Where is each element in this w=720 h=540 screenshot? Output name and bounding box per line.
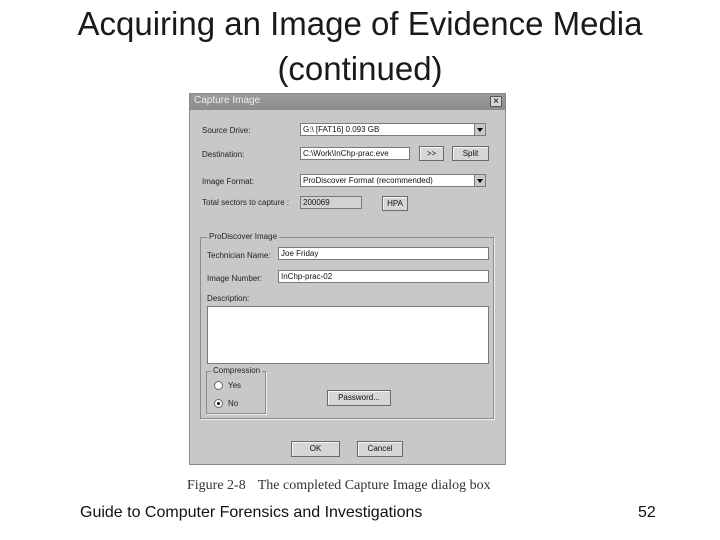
chevron-down-icon[interactable] [474, 124, 485, 135]
total-sectors-label: Total sectors to capture : [202, 198, 290, 207]
figure-number: Figure 2-8 [187, 478, 246, 493]
chevron-down-icon[interactable] [474, 175, 485, 186]
image-number-input[interactable]: InChp-prac-02 [278, 270, 489, 283]
capture-image-dialog [189, 93, 506, 465]
compression-label: Compression [213, 366, 261, 375]
dialog-titlebar [190, 94, 505, 110]
compression-group [206, 366, 266, 414]
browse-button[interactable]: >> [419, 146, 444, 161]
figure-caption-text: The completed Capture Image dialog box [257, 478, 491, 493]
destination-input[interactable]: C:\Work\InChp-prac.eve [300, 147, 410, 160]
technician-label: Technician Name: [207, 251, 271, 260]
technician-input[interactable]: Joe Friday [278, 247, 489, 260]
split-button[interactable]: Split [452, 146, 489, 161]
page-number: 52 [638, 504, 656, 521]
description-label: Description: [207, 294, 250, 303]
password-button[interactable]: Password... [327, 390, 391, 406]
close-icon[interactable]: × [490, 96, 502, 107]
total-sectors-field: 200069 [300, 196, 362, 209]
compression-no-radio[interactable] [214, 399, 223, 408]
ok-button[interactable]: OK [291, 441, 340, 457]
source-drive-value: G:\ [FAT16] 0.093 GB [303, 125, 380, 134]
prodiscover-image-group [200, 232, 494, 419]
description-textarea[interactable] [207, 306, 489, 364]
slide-title: Acquiring an Image of Evidence Media [77, 5, 643, 42]
hpa-button[interactable]: HPA [382, 196, 408, 211]
source-drive-select[interactable] [300, 123, 486, 136]
source-drive-label: Source Drive: [202, 126, 251, 135]
image-format-value: ProDiscover Format (recommended) [303, 176, 433, 185]
footer-text: Guide to Computer Forensics and Investigations [80, 504, 423, 521]
compression-yes-label: Yes [228, 381, 242, 390]
compression-no-label: No [228, 399, 239, 408]
image-number-label: Image Number: [207, 274, 263, 283]
image-format-label: Image Format: [202, 177, 255, 186]
cancel-button[interactable]: Cancel [357, 441, 403, 457]
image-format-select[interactable] [300, 174, 486, 187]
group-title: ProDiscover Image [209, 232, 278, 241]
figure-caption [187, 478, 491, 494]
slide-title-continued: (continued) [277, 50, 443, 87]
compression-yes-radio[interactable] [214, 381, 223, 390]
destination-label: Destination: [202, 150, 245, 159]
dialog-title: Capture Image [194, 95, 261, 106]
